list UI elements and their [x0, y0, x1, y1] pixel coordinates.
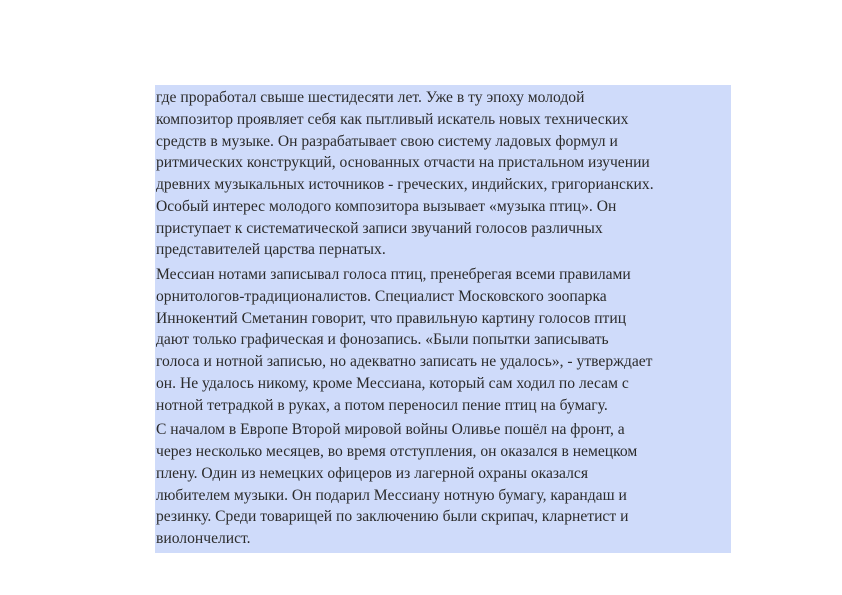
- highlighted-text-box: [155, 85, 731, 553]
- paragraph-2: Мессиан нотами записывал голоса птиц, пренебрегая всеми правилами орнитологов-традиционалистов. Специалист Московского зоопарка Иннокентий Сметанин говорит, что правильную картину голосов птиц дают только графическая и фонозапись. «Были попытки записывать голоса и нотной записью, но адекватно записать не удалось», - утверждает он. Не удалось никому, кроме Мессиана, который сам ходил по лесам с нотной тетрадкой в руках, а потом переносил пение птиц на бумагу.: [156, 266, 653, 414]
- paragraph-1: где проработал свыше шестидесяти лет. Уже в ту эпоху молодой композитор проявляет себя как пытливый искатель новых технических средств в музыке. Он разрабатывает свою систему ладовых формул и ритмических конструкций, основанных отчасти на пристальном изучении древних музыкальных источников - греческих, индийских, григорианских. Особый интерес молодого композитора вызывает «музыка птиц». Он приступает к систематической записи звучаний голосов различных представителей царства пернатых.: [156, 89, 654, 259]
- paragraph-3: С началом в Европе Второй мировой войны Оливье пошёл на фронт, а через несколько месяцев, во время отступления, он оказался в немецком плену. Один из немецких офицеров из лагерной охраны оказался любителем музыки. Он подарил Мессиану нотную бумагу, карандаш и резинку. Среди товарищей по заключению были скрипач, кларнетист и виолончелист.: [156, 421, 638, 547]
